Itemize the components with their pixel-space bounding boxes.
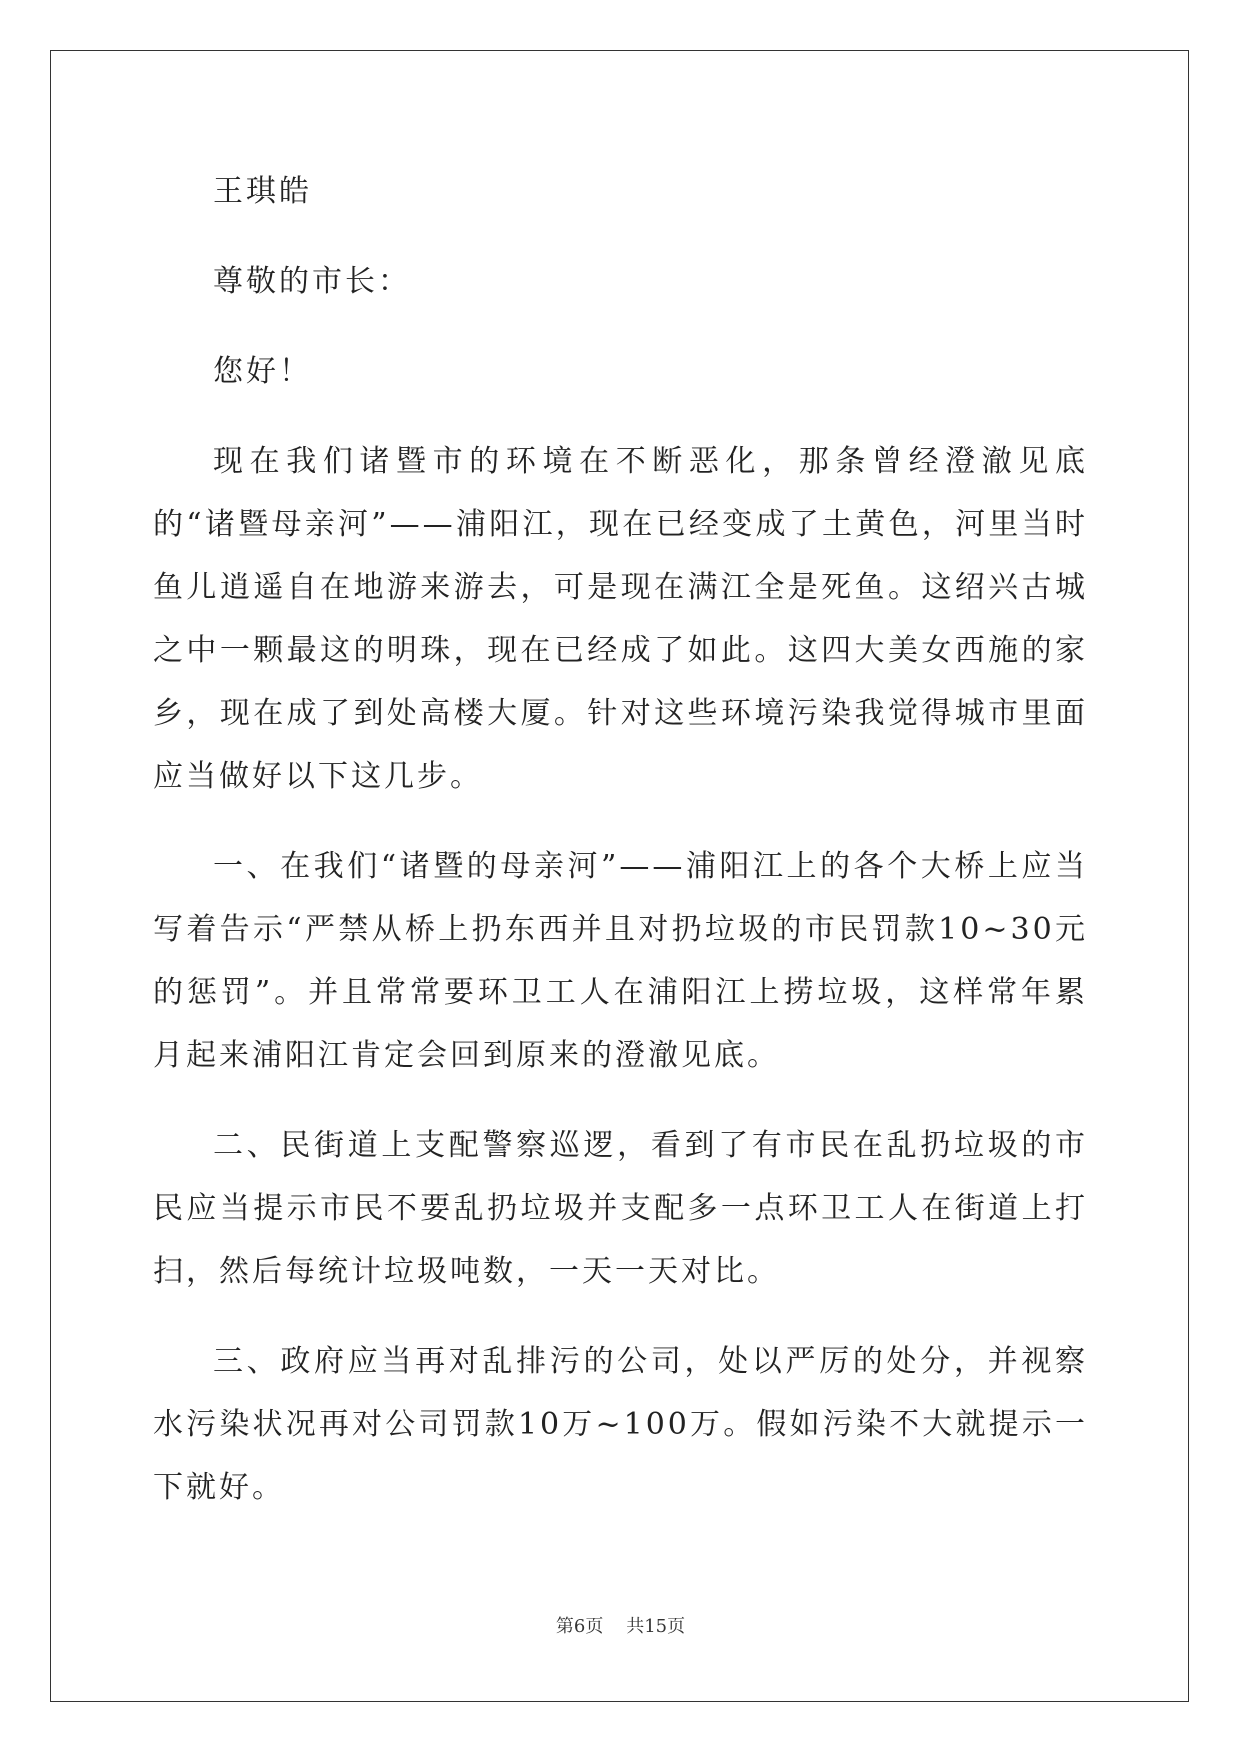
greeting: 您好！: [213, 354, 312, 389]
paragraph-point-1: 一、在我们“诸暨的母亲河”——浦阳江上的各个大桥上应当写着告示“严禁从桥上扔东西并且对扔垃圾的市民罚款10~30元的惩罚”。并且常常要环卫工人在浦阳江上捞垃圾，这样常年累月起来浦阳江肯定会回到原来的澄澈见底。: [153, 849, 1088, 1073]
author-line: 王琪皓: [213, 174, 312, 209]
page-footer: [0, 1615, 1241, 1639]
paragraph-intro: 现在我们诸暨市的环境在不断恶化，那条曾经澄澈见底的“诸暨母亲河”——浦阳江，现在已经变成了土黄色，河里当时鱼儿逍遥自在地游来游去，可是现在满江全是死鱼。这绍兴古城之中一颗最这的明珠，现在已经成了如此。这四大美女西施的家乡，现在成了到处高楼大厦。针对这些环境污染我觉得城市里面应当做好以下这几步。: [153, 444, 1088, 794]
salutation: 尊敬的市长：: [213, 264, 411, 299]
paragraph-point-3: 三、政府应当再对乱排污的公司，处以严厉的处分，并视察水污染状况再对公司罚款10万~100万。假如污染不大就提示一下就好。: [153, 1344, 1088, 1505]
paragraph-point-2: 二、民街道上支配警察巡逻，看到了有市民在乱扔垃圾的市民应当提示市民不要乱扔垃圾并支配多一点环卫工人在街道上打扫，然后每统计垃圾吨数，一天一天对比。: [153, 1128, 1088, 1289]
page-number: 第6页 共15页: [555, 1616, 686, 1637]
letter-body: [153, 160, 1088, 1546]
